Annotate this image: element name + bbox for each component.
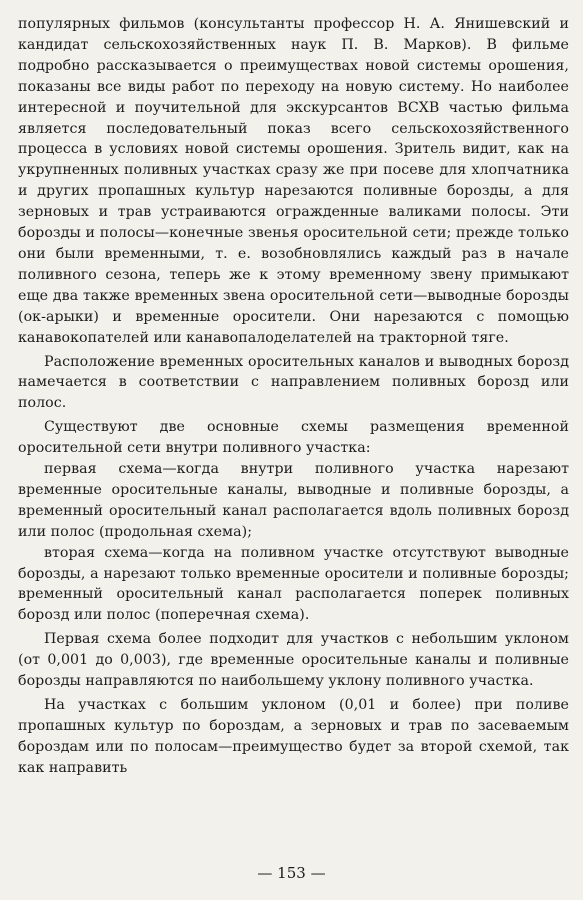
paragraph-large-slope: На участках с большим уклоном (0,01 и более) при поливе пропашных культур по бороздам, а зерновых и трав по засеваемым бороздам или по полосам—преимущество будет за второй схемой, так как направить [18, 697, 569, 776]
paragraph-two-schemes: Существуют две основные схемы размещения временной оросительной сети внутри поливного участка: [18, 419, 569, 457]
paragraph-canal-layout: Расположение временных оросительных каналов и выводных борозд намечается в соответствии с направлением поливных борозд или полос. [18, 353, 569, 412]
paragraph-small-slope: Первая схема более подходит для участков с небольшим уклоном (от 0,001 до 0,003), где временные оросительные каналы и поливные борозды направляются по наибольшему уклону поливного участка. [18, 631, 569, 690]
paragraph-first-scheme: первая схема—когда внутри поливного участка нарезают временные оросительные каналы, выводные и поливные борозды, а временный оросительный канал располагается вдоль поливных борозд или полос (продольная схема); [18, 461, 569, 540]
paragraph-continuation: популярных фильмов (консультанты профессор Н. А. Янишевский и кандидат сельскохозяйственных наук П. В. Марков). В фильме подробно рассказывается о преимуществах новой системы орошения, показаны все виды работ по переходу на новую систему. Но наиболее интересной и поучительной для экскурсантов ВСХВ частью фильма является последовательный показ всего сельскохозяйственного процесса в условиях новой системы орошения. Зритель видит, как на укрупненных поливных участках сразу же при посеве для хлопчатника и других пропашных культур нарезаются поливные борозды, а для зерновых и трав устраиваются огражденные валиками полосы. Эти борозды и полосы—конечные звенья оросительной сети; прежде только они были временными, т. е. возобновлялись каждый раз в начале поливного сезона, теперь же к этому временному звену примыкают еще два также временных звена оросительной сети—выводные борозды (ок-арыки) и временные оросители. Они нарезаются с помощью канавокопателей или канавопалоделателей на тракторной тяге. [18, 16, 569, 346]
page-number: — 153 — [257, 864, 326, 882]
body-text [18, 14, 569, 779]
paragraph-second-scheme: вторая схема—когда на поливном участке отсутствуют выводные борозды, а нарезают только временные оросители и поливные борозды; временный оросительный канал располагается поперек поливных борозд или полос (поперечная схема). [18, 544, 569, 624]
